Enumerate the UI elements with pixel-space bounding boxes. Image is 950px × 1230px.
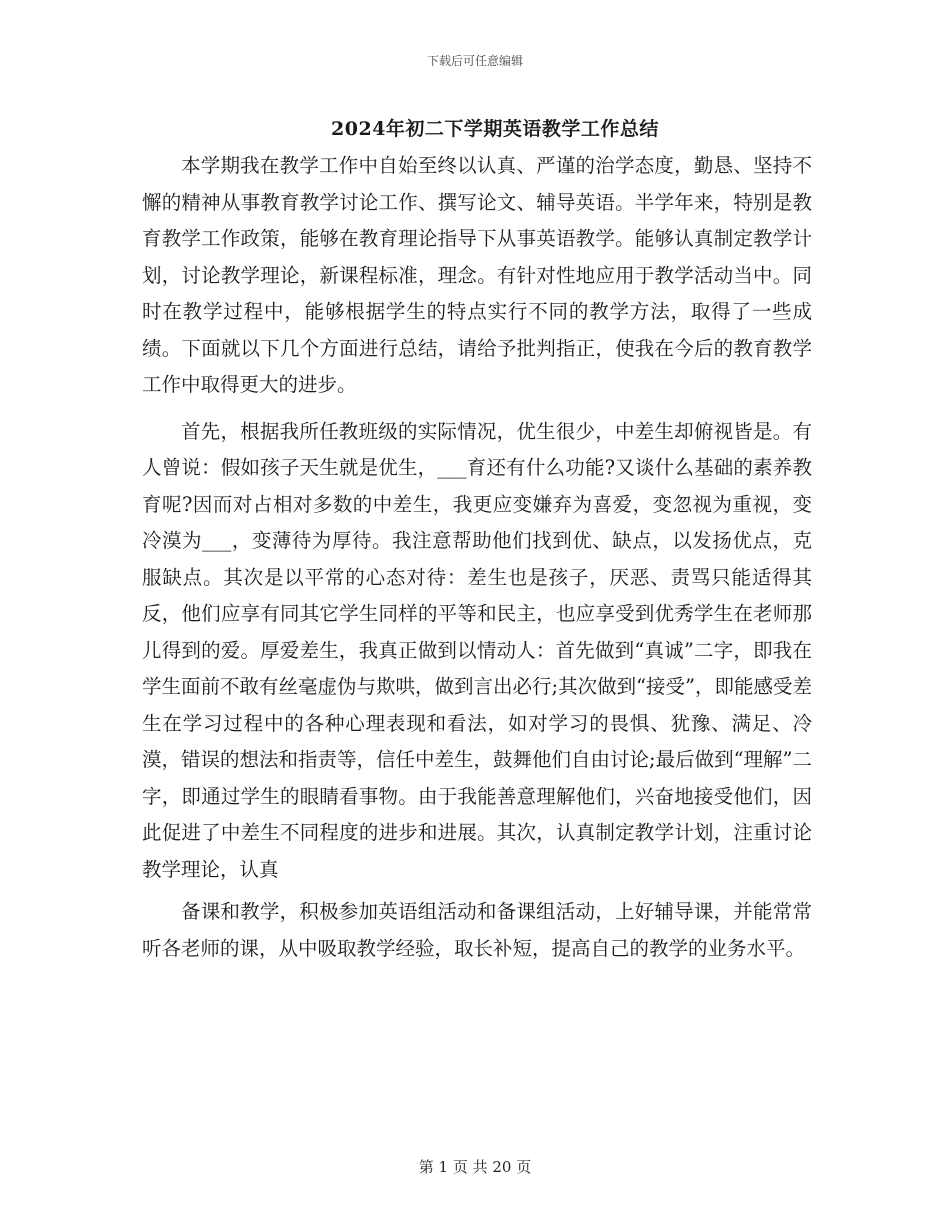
page-header-note: 下载后可任意编辑 xyxy=(426,54,523,68)
paragraph-1: 本学期我在教学工作中自始至终以认真、严谨的治学态度，勤恳、坚持不懈的精神从事教育教学讨论工作、撰写论文、辅导英语。半学年来，特别是教育教学工作政策，能够在教育理论指导下从事英语教学。能够认真制定教学计划，讨论教学理论，新课程标准，理念。有针对性地应用于教学活动当中。同时在教学过程中，能够根据学生的特点实行不同的教学方法，取得了一些成绩。下面就以下几个方面进行总结，请给予批判指正，使我在今后的教育教学工作中取得更大的进步。 xyxy=(142,154,812,396)
paragraph-2: 首先，根据我所任教班级的实际情况，优生很少，中差生却俯视皆是。有人曾说：假如孩子天生就是优生，___育还有什么功能?又谈什么基础的素养教育呢?因而对占相对多数的中差生，我更应变嫌弃为喜爱，变忽视为重视，变冷漠为___，变薄待为厚待。我注意帮助他们找到优、缺点，以发扬优点，克服缺点。其次是以平常的心态对待：差生也是孩子，厌恶、责骂只能适得其反，他们应享有同其它学生同样的平等和民主，也应享受到优秀学生在老师那儿得到的爱。厚爱差生，我真正做到以情动人：首先做到“真诚”二字，即我在学生面前不敢有丝毫虚伪与欺哄，做到言出必行;其次做到“接受”，即能感受差生在学习过程中的各种心理表现和看法，如对学习的畏惧、犹豫、满足、冷漠，错误的想法和指责等，信任中差生，鼓舞他们自由讨论;最后做到“理解”二字，即通过学生的眼睛看事物。由于我能善意理解他们，兴奋地接受他们，因此促进了中差生不同程度的进步和进展。其次，认真制定教学计划，注重讨论教学理论，认真 xyxy=(142,419,813,881)
document-title: 2024年初二下学期英语教学工作总结 xyxy=(331,118,659,140)
paragraph-3: 备课和教学，积极参加英语组活动和备课组活动，上好辅导课，并能常常听各老师的课，从中吸取教学经验，取长补短，提高自己的教学的业务水平。 xyxy=(142,900,812,960)
document-body xyxy=(142,148,812,967)
page-number-footer: 第 1 页 共 20 页 xyxy=(418,1158,532,1176)
